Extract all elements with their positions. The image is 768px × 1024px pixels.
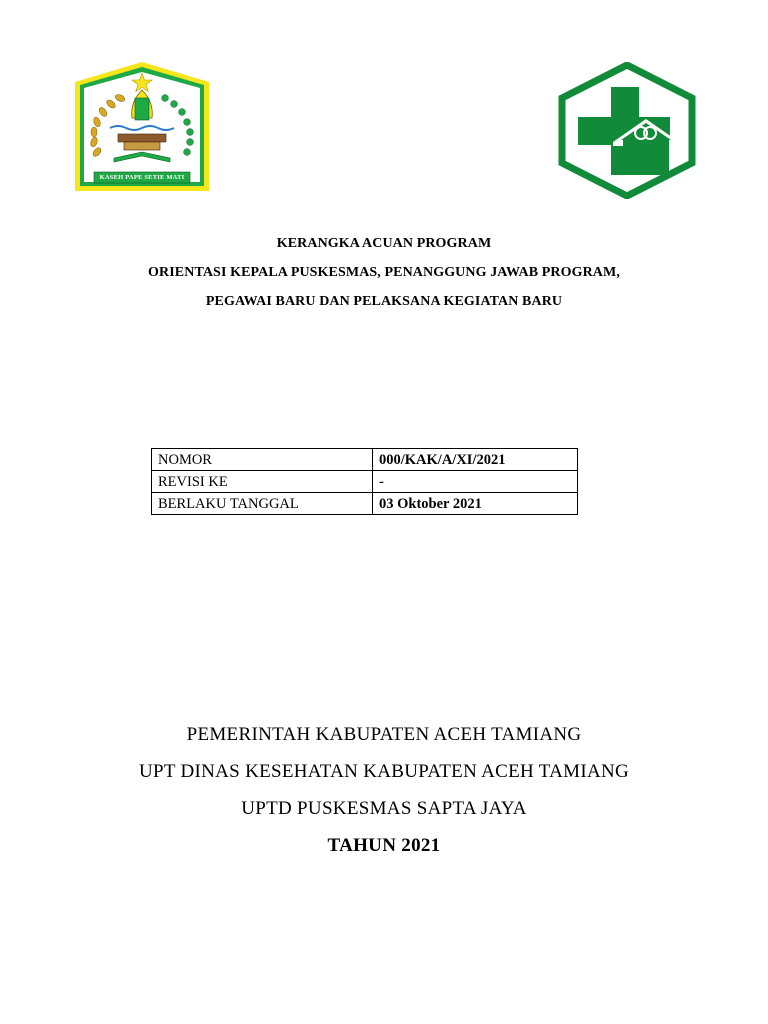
year-line: TAHUN 2021 [327,835,441,856]
berlaku-value: 03 Oktober 2021 [373,493,578,515]
health-office-line: UPT DINAS KESEHATAN KABUPATEN ACEH TAMIANG [138,761,630,782]
table-row [152,493,578,515]
table-row [152,471,578,493]
revisi-label: REVISI KE [152,471,373,493]
berlaku-label: BERLAKU TANGGAL [152,493,373,515]
emblem-motto-text: KASEH PAPE SETIE MATI [99,174,185,181]
institution-block [0,716,768,864]
document-info-table [151,448,578,515]
nomor-label: NOMOR [152,449,373,471]
government-line: PEMERINTAH KABUPATEN ACEH TAMIANG [186,724,582,745]
nomor-value: 000/KAK/A/XI/2021 [373,449,578,471]
puskesmas-logo [557,62,697,199]
revisi-value: - [373,471,578,493]
table-row [152,449,578,471]
puskesmas-line: UPTD PUSKESMAS SAPTA JAYA [241,798,527,819]
title-line-1: KERANGKA ACUAN PROGRAM [276,236,492,251]
aceh-tamiang-emblem-logo [72,62,212,193]
title-line-3: PEGAWAI BARU DAN PELAKSANA KEGIATAN BARU [205,294,563,309]
document-title-block [0,229,768,316]
title-line-2: ORIENTASI KEPALA PUSKESMAS, PENANGGUNG JAWAB PROGRAM, [148,265,620,280]
